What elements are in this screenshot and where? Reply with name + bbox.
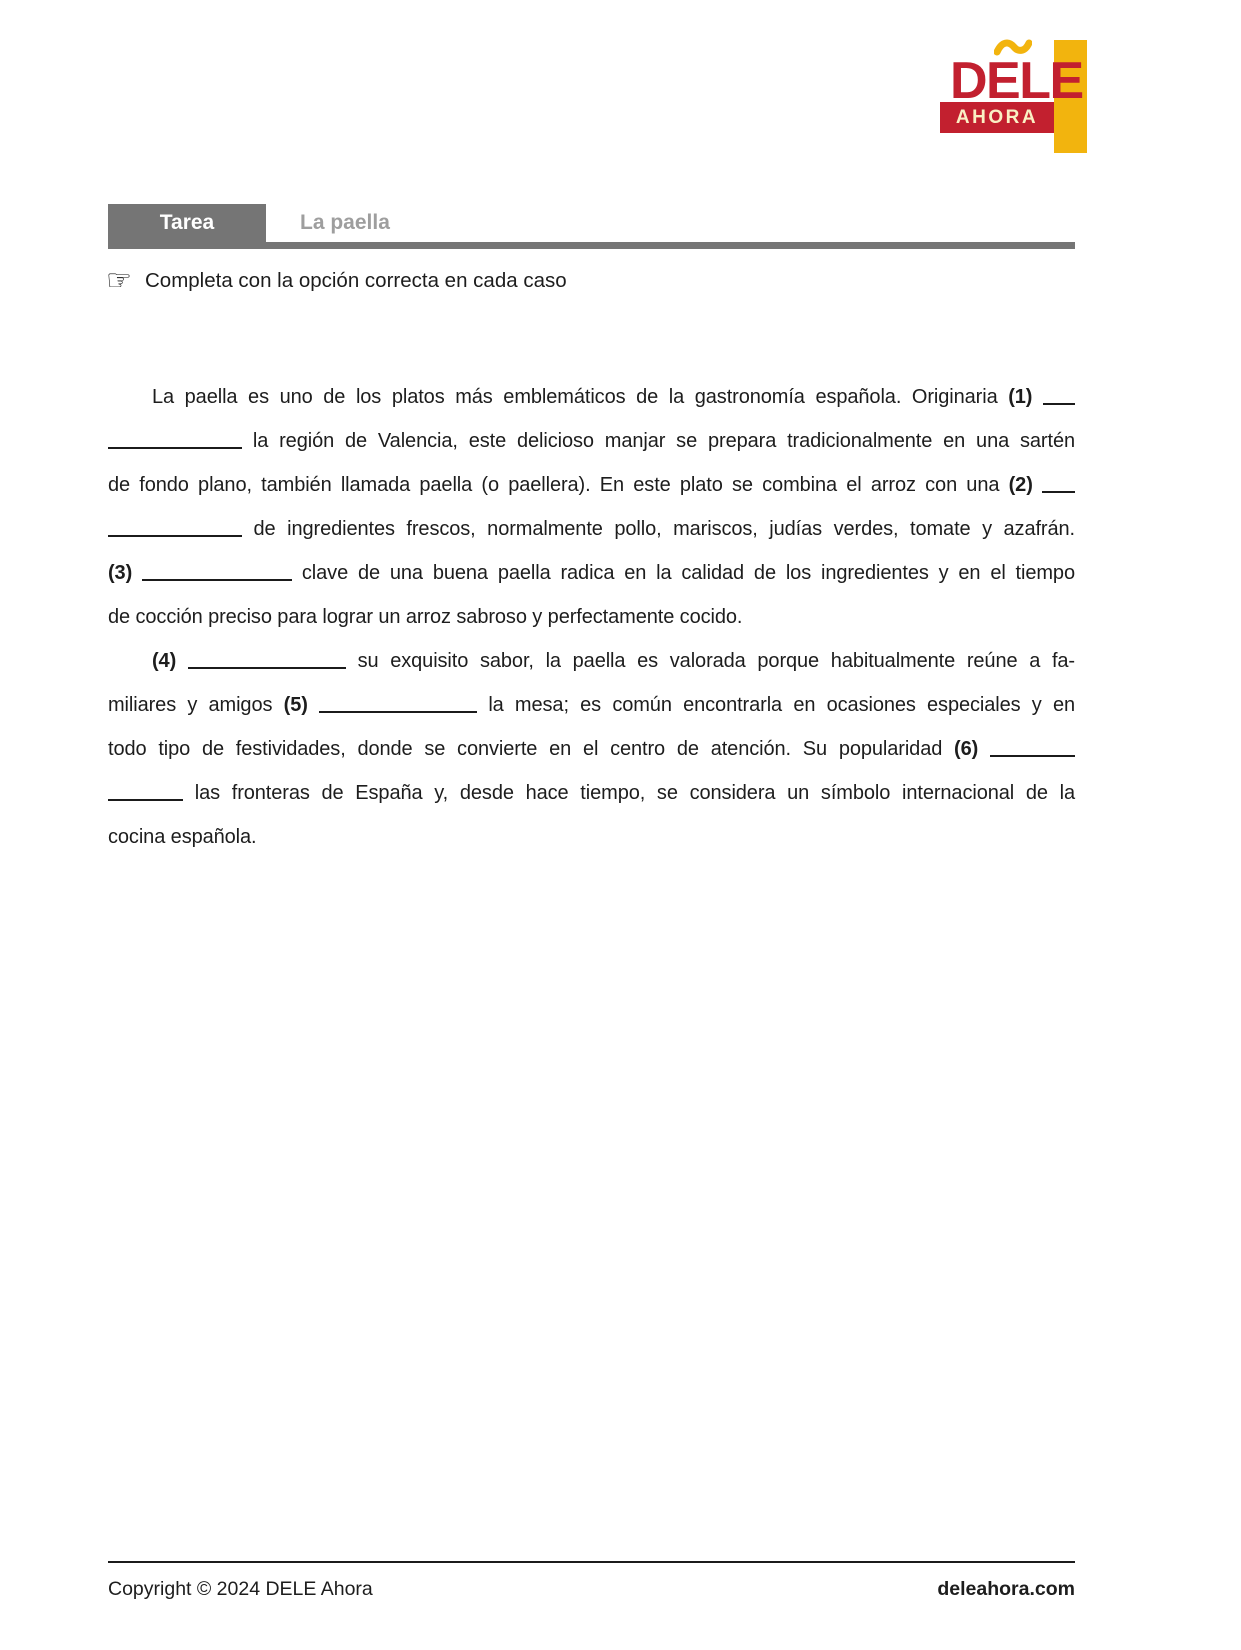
- blank-number: (5): [283, 694, 308, 716]
- logo-tilde-icon: [994, 38, 1032, 58]
- body-line: las fronteras de España y, desde hace tiempo, se considera un símbolo internacional de la: [108, 771, 1075, 815]
- footer-divider: [108, 1561, 1075, 1563]
- exercise-text: [108, 375, 1075, 859]
- blank-number: (6): [954, 738, 979, 760]
- blank-number: (2): [1008, 474, 1033, 496]
- tab-la-paella[interactable]: [300, 204, 390, 242]
- answer-blank[interactable]: [1042, 481, 1075, 493]
- tab-bar: [108, 204, 1075, 249]
- body-line: (4) su exquisito sabor, la paella es valorada porque habitualmente reúne a fa-: [152, 650, 1075, 672]
- dele-ahora-logo: [0, 0, 1241, 170]
- body-line: de cocción preciso para lograr un arroz sabroso y perfectamente cocido.: [108, 606, 743, 628]
- blank-number: (3): [108, 562, 133, 584]
- copyright-text: Copyright © 2024 DELE Ahora: [108, 1578, 373, 1600]
- body-line: miliares y amigos (5) la mesa; es común encontrarla en ocasiones especiales y en: [108, 694, 1075, 716]
- body-line: de ingredientes frescos, normalmente pollo, mariscos, judías verdes, tomate y azafrán.: [108, 507, 1075, 551]
- answer-blank[interactable]: [142, 569, 292, 581]
- body-line: (3) clave de una buena paella radica en la calidad de los ingredientes y en el tiempo: [108, 562, 1075, 584]
- blank-number: (1): [1008, 386, 1033, 408]
- answer-blank[interactable]: [108, 789, 183, 801]
- answer-blank[interactable]: [990, 745, 1075, 757]
- document-title: La paella: [300, 211, 390, 234]
- logo-ahora-text: AHORA: [955, 107, 1039, 128]
- answer-blank[interactable]: [108, 525, 242, 537]
- footer-row: [108, 1578, 1075, 1601]
- logo-dele-text: DELE: [950, 52, 1083, 110]
- website-link[interactable]: deleahora.com: [937, 1578, 1075, 1600]
- answer-blank[interactable]: [1043, 393, 1075, 405]
- answer-blank[interactable]: [319, 701, 477, 713]
- answer-blank[interactable]: [108, 437, 242, 449]
- tab-tarea-label: Tarea: [159, 211, 215, 234]
- body-line: La paella es uno de los platos más emblemáticos de la gastronomía española. Originaria (1): [108, 375, 1075, 419]
- body-line: de fondo plano, también llamada paella (o paellera). En este plato se combina el arroz con una (2): [108, 463, 1075, 507]
- answer-blank[interactable]: [188, 657, 346, 669]
- body-line: cocina española.: [108, 826, 257, 848]
- tab-tarea[interactable]: [108, 204, 266, 242]
- body-line: la región de Valencia, este delicioso manjar se prepara tradicionalmente en una sartén: [108, 419, 1075, 463]
- instruction-text: Completa con la opción correcta en cada caso: [145, 269, 567, 292]
- pointing-hand-icon: ☞: [106, 265, 132, 297]
- tab-underline: [108, 242, 1075, 249]
- footer: [108, 1561, 1075, 1601]
- instruction-row: [106, 266, 567, 296]
- body-line: todo tipo de festividades, donde se convierte en el centro de atención. Su popularidad (6): [108, 727, 1075, 771]
- blank-number: (4): [152, 650, 177, 672]
